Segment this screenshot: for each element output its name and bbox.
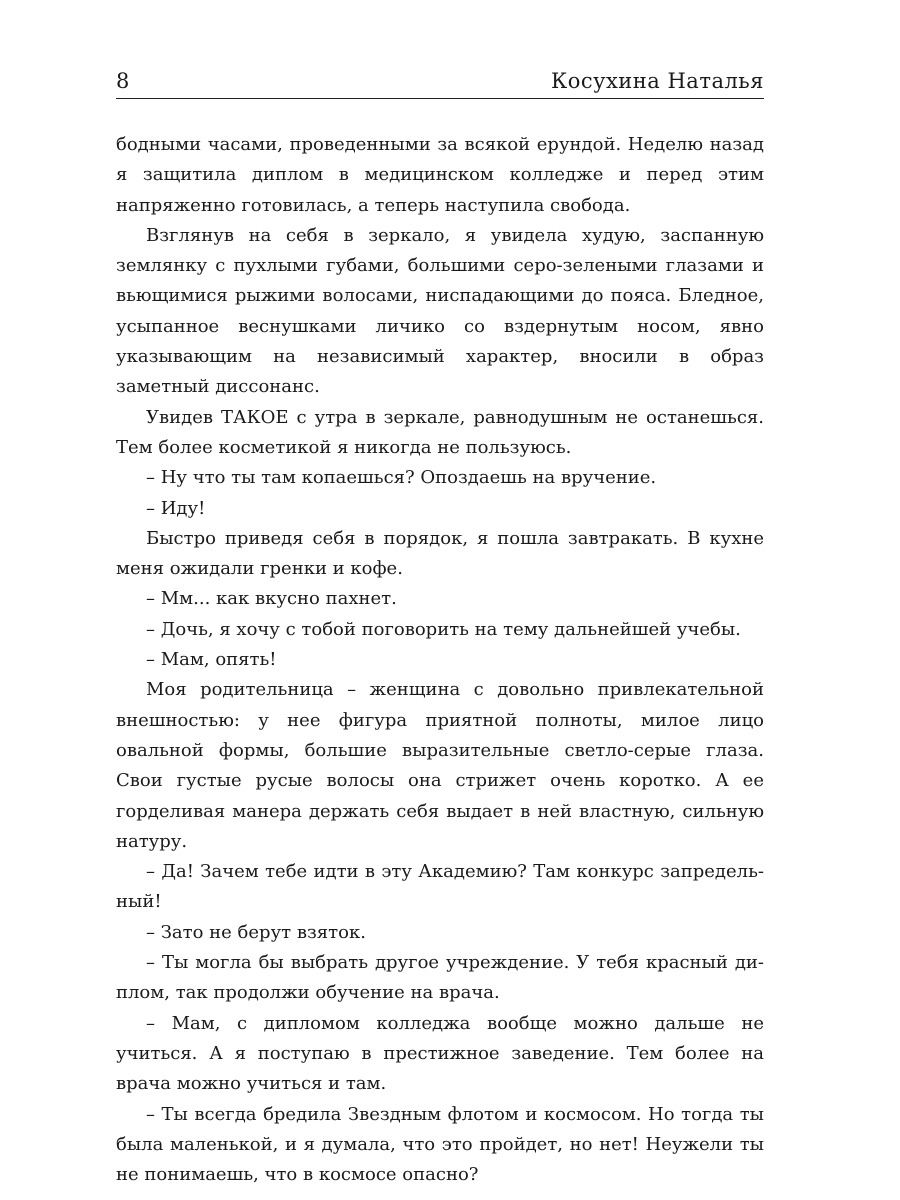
dialogue-line: – Зато не берут взяток. <box>146 921 366 943</box>
paragraph: Увидев ТАКОЕ с утра в зеркале, равнодушным не останешься. Тем более косметикой я никогда не пользуюсь. <box>116 406 764 458</box>
dialogue-line: – Да! Зачем тебе идти в эту Академию? Там конкурс запредельный! <box>116 861 764 913</box>
dialogue-line: – Мм... как вкусно пахнет. <box>146 588 397 610</box>
paragraph: Быстро приведя себя в порядок, я пошла завтракать. В кухне меня ожидали гренки и кофе. <box>116 527 764 580</box>
page-header <box>116 68 764 99</box>
dialogue-line: – Мам, опять! <box>146 649 277 671</box>
text-body <box>116 130 764 1190</box>
dialogue-line: – Иду! <box>146 497 206 519</box>
dialogue-line: – Ты могла бы выбрать другое учреждение. У тебя красный диплом, так продолжи обучение на врача. <box>116 952 764 1004</box>
dialogue-line: – Дочь, я хочу с тобой поговорить на тему дальнейшей учебы. <box>146 618 741 640</box>
dialogue-line: – Ну что ты там копаешься? Опоздаешь на вручение. <box>146 467 657 489</box>
page-number: 8 <box>116 69 130 93</box>
paragraph: Моя родительница – женщина с довольно привлекательной внешностью: у нее фигура приятной полноты, милое лицо овальной формы, большие выразительные светло-серые глаза. Свои густые русые волосы она стрижет очень коротко. А ее горделивая манера держать себя выдает в ней властную, сильную натуру. <box>116 679 764 852</box>
paragraph: Взглянув на себя в зеркало, я увидела худую, заспанную землянку с пухлыми губами, большими серо-зелеными глазами и вьющимися рыжими волосами, ниспадающими до пояса. Бледное, усыпанное веснушками личико со вздернутым носом, явно указывающим на независимый характер, вносили в образ заметный диссонанс. <box>116 224 764 398</box>
paragraph: бодными часами, проведенными за всякой ерундой. Неделю назад я защитила диплом в медицинском колледже и перед этим напряженно готовилась, а теперь наступила свобода. <box>116 134 764 216</box>
dialogue-line: – Ты всегда бредила Звездным флотом и космосом. Но тогда ты была маленькой, и я думала, что это пройдет, но нет! Неужели ты не понимаешь, что в космосе опасно? <box>116 1103 764 1186</box>
dialogue-line: – Мам, с дипломом колледжа вообще можно дальше не учиться. А я поступаю в престижное заведение. Тем более на врача можно учиться и там. <box>116 1012 764 1095</box>
running-title: Косухина Наталья <box>550 69 764 93</box>
